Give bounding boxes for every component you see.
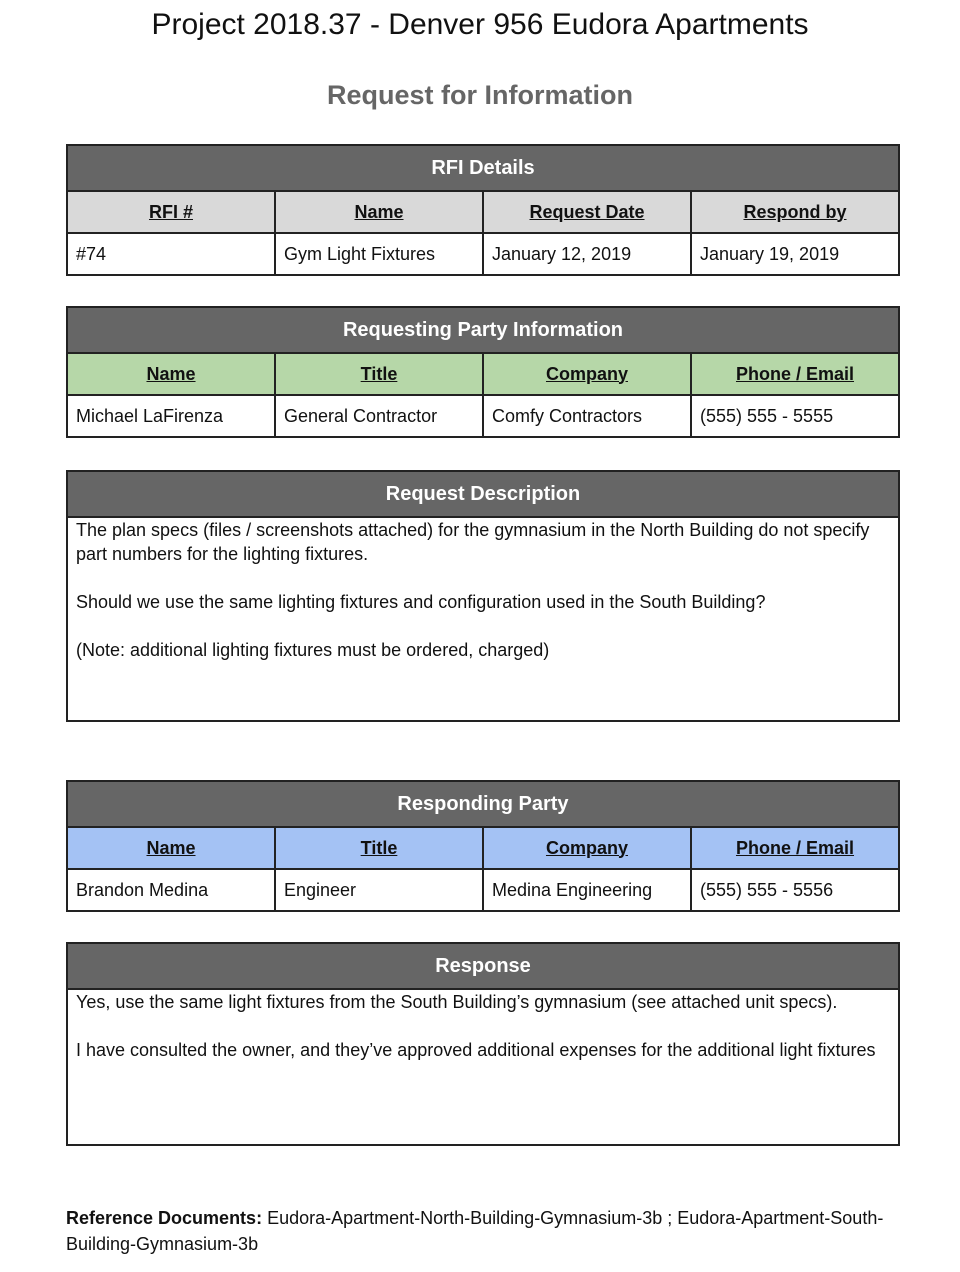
column-header: Phone / Email (691, 827, 899, 869)
column-header: RFI # (67, 191, 275, 233)
column-header: Phone / Email (691, 353, 899, 395)
column-header: Title (275, 353, 483, 395)
column-header: Company (483, 353, 691, 395)
response-table (66, 942, 900, 1146)
column-header: Respond by (691, 191, 899, 233)
reference-documents-value: Eudora-Apartment-North-Building-Gymnasium-3b ; Eudora-Apartment-South-Building-Gymnasium-3b (66, 1208, 884, 1254)
responder-name: Brandon Medina (67, 869, 275, 911)
column-header: Name (67, 827, 275, 869)
section-heading: Responding Party (67, 781, 899, 827)
table-row (67, 869, 899, 911)
responder-contact: (555) 555 - 5556 (691, 869, 899, 911)
table-row (67, 395, 899, 437)
requester-company: Comfy Contractors (483, 395, 691, 437)
responding-party-table (66, 780, 900, 912)
respond-by-date: January 19, 2019 (691, 233, 899, 275)
response-body (67, 989, 899, 1145)
section-heading: Request Description (67, 471, 899, 517)
page-title: Project 2018.37 - Denver 956 Eudora Apartments (151, 8, 809, 41)
column-header: Company (483, 827, 691, 869)
section-heading: RFI Details (67, 145, 899, 191)
response-paragraph: I have consulted the owner, and they’ve approved additional expenses for the additional light fixtures (76, 1040, 876, 1060)
responder-company: Medina Engineering (483, 869, 691, 911)
description-paragraph: The plan specs (files / screenshots attached) for the gymnasium in the North Building do not specify part numbers for the lighting fixtures. (76, 520, 870, 564)
request-date: January 12, 2019 (483, 233, 691, 275)
rfi-number: #74 (67, 233, 275, 275)
rfi-name: Gym Light Fixtures (275, 233, 483, 275)
responder-title: Engineer (275, 869, 483, 911)
section-heading: Requesting Party Information (67, 307, 899, 353)
reference-documents (66, 1205, 900, 1257)
description-paragraph: (Note: additional lighting fixtures must be ordered, charged) (76, 640, 550, 660)
column-header: Request Date (483, 191, 691, 233)
rfi-details-table (66, 144, 900, 276)
section-heading: Response (67, 943, 899, 989)
requester-title: General Contractor (275, 395, 483, 437)
response-paragraph: Yes, use the same light fixtures from the South Building’s gymnasium (see attached unit specs). (76, 992, 838, 1012)
description-paragraph: Should we use the same lighting fixtures and configuration used in the South Building? (76, 592, 766, 612)
request-description-body (67, 517, 899, 721)
column-header: Title (275, 827, 483, 869)
table-row (67, 233, 899, 275)
reference-documents-label: Reference Documents: (66, 1208, 263, 1228)
page-subtitle: Request for Information (326, 80, 633, 110)
requesting-party-table (66, 306, 900, 438)
requester-contact: (555) 555 - 5555 (691, 395, 899, 437)
column-header: Name (67, 353, 275, 395)
requester-name: Michael LaFirenza (67, 395, 275, 437)
request-description-table (66, 470, 900, 722)
column-header: Name (275, 191, 483, 233)
